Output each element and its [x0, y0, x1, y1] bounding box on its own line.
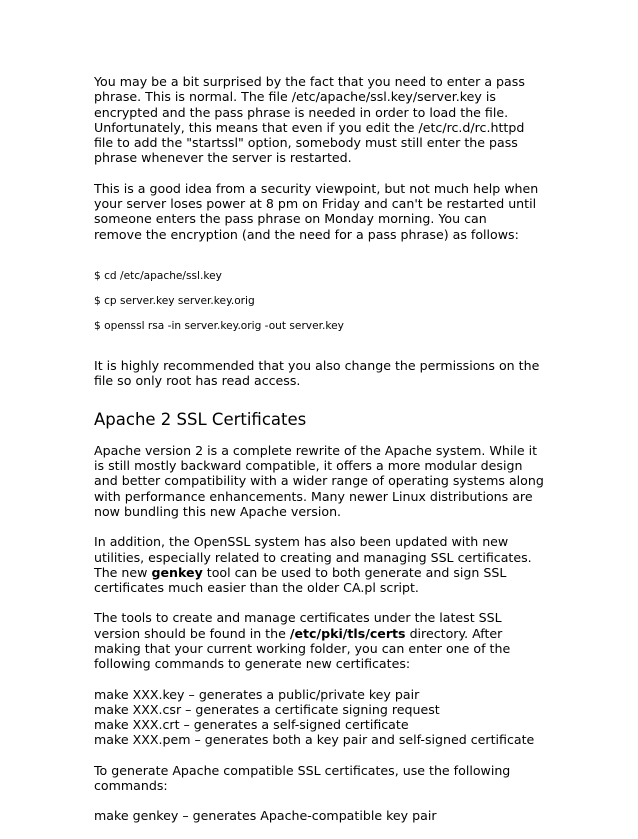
paragraph-pass-phrase: You may be a bit surprised by the fact that you need to enter a pass phrase. This is normal. The file /etc/apache/ssl.key/server.key is encrypted and the pass phrase is needed in order to load the file. Unfortunately, this means that even if you edit the /etc/rc.d/rc.httpd file to add the "startssl" option, somebody must still enter the pass phrase whenever the server is restarted.	[94, 74, 525, 166]
command-item: make XXX.csr – generates a certificate signing request	[94, 701, 440, 717]
code-line: $ openssl rsa -in server.key.orig -out server.key	[94, 319, 344, 332]
section-heading: Apache 2 SSL Certificates	[94, 409, 307, 429]
paragraph-remove-encryption: This is a good idea from a security viewpoint, but not much help when your server loses power at 8 pm on Friday and can't be restarted until someone enters the pass phrase on Monday morning. You can remove the encryption (and the need for a pass phrase) as follows:	[94, 180, 539, 242]
command-item: make XXX.key – generates a public/private key pair	[94, 686, 420, 702]
paragraph-openssl	[94, 534, 594, 595]
document-page	[94, 74, 594, 839]
paragraph-apache-compatible: To generate Apache compatible SSL certificates, use the following commands:	[94, 762, 511, 794]
paragraph-apache2: Apache version 2 is a complete rewrite of the Apache system. While it is still mostly backward compatible, it offers a more modular design and better compatibility with a wider range of operating systems along with performance enhancements. Many newer Linux distributions are now bundling this new Apache version.	[94, 442, 544, 519]
paragraph-tools-location	[94, 610, 594, 671]
text-run: In addition, the OpenSSL system has also been updated with new utilities, especially related to creating and managing SSL certificates. The new	[94, 534, 532, 580]
text-run: tool can be used to both generate and sign SSL certificates much easier than the older CA.pl script.	[94, 564, 507, 596]
paragraph-permissions: It is highly recommended that you also change the permissions on the file so only root has read access.	[94, 358, 540, 389]
code-block	[94, 257, 594, 345]
code-line: $ cd /etc/apache/ssl.key	[94, 269, 222, 282]
text-run: The tools to create and manage certificates under the latest SSL version should be found in the	[94, 610, 502, 641]
bold-term: /etc/pki/tls/certs	[289, 625, 406, 641]
command-item: make XXX.crt – generates a self-signed certificate	[94, 717, 409, 733]
command-list	[94, 687, 594, 748]
command-item: make XXX.pem – generates both a key pair and self-signed certificate	[94, 732, 535, 748]
code-line: $ cp server.key server.key.orig	[94, 294, 255, 307]
command-list	[94, 808, 594, 823]
command-item: make genkey – generates Apache-compatible key pair	[94, 808, 437, 824]
bold-term: genkey	[151, 564, 203, 580]
text-run: directory. After making that your current working folder, you can enter one of the following commands to generate new certificates:	[94, 625, 511, 672]
